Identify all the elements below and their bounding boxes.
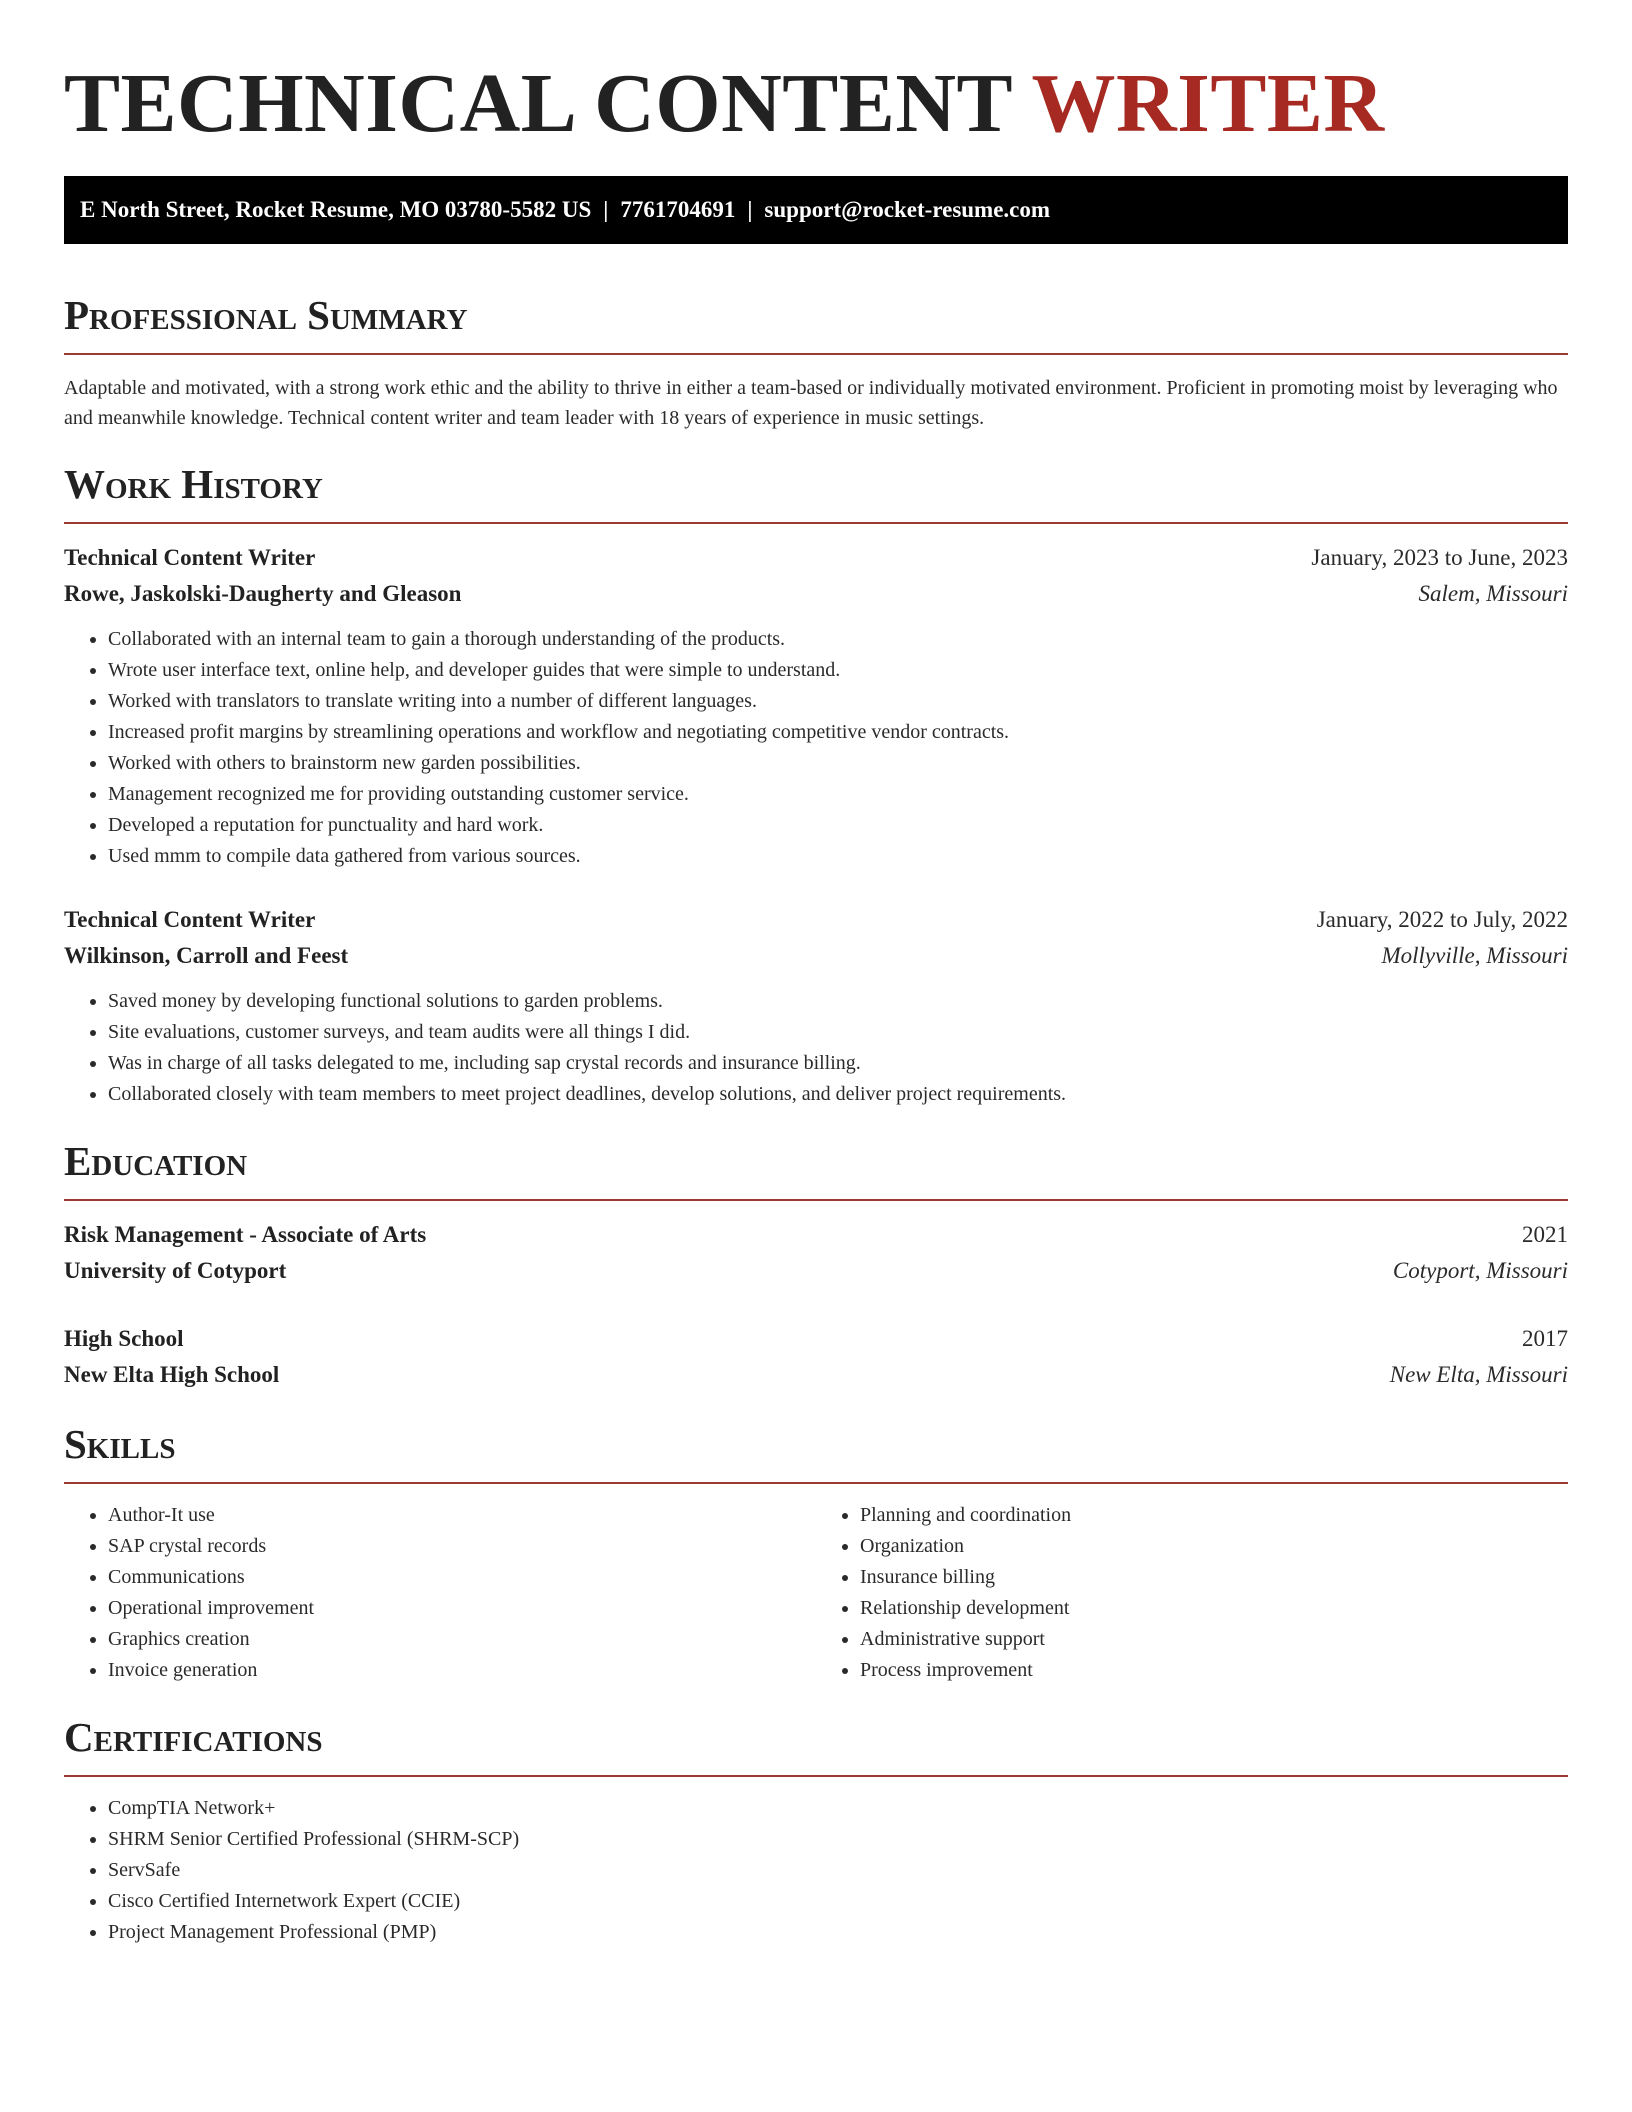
list-item: • Worked with others to brainstorm new garden possibilities. [108, 748, 1568, 779]
skill-item: • Planning and coordination [860, 1500, 1568, 1531]
education-school-row [64, 1357, 1568, 1393]
certification-item: • Project Management Professional (PMP) [108, 1917, 1568, 1948]
certification-item: • ServSafe [108, 1855, 1568, 1886]
job-title: Technical Content Writer [64, 545, 316, 570]
skill-item: • Author-It use [108, 1500, 816, 1531]
skills-section [64, 1419, 1568, 1686]
list-item: • Management recognized me for providing outstanding customer service. [108, 779, 1568, 810]
skill-item: • Organization [860, 1531, 1568, 1562]
section-divider [64, 522, 1568, 524]
title-main: TECHNICAL CONTENT [64, 57, 1012, 150]
list-item: • Increased profit margins by streamlining operations and workflow and negotiating competitive vendor contracts. [108, 717, 1568, 748]
skills-list-right [816, 1500, 1568, 1686]
education-school-row [64, 1253, 1568, 1289]
section-divider [64, 1482, 1568, 1484]
skill-item: • Relationship development [860, 1593, 1568, 1624]
skills-list-left [64, 1500, 816, 1686]
job-company-row [64, 576, 1568, 612]
education-location: Cotyport, Missouri [1392, 1258, 1568, 1283]
job-title: Technical Content Writer [64, 907, 316, 932]
education-school: New Elta High School [64, 1362, 280, 1387]
job-company-row [64, 938, 1568, 974]
summary-heading: Professional Summary [64, 292, 468, 338]
education-heading: Education [64, 1138, 248, 1184]
certifications-list [64, 1793, 1568, 1948]
skill-item: • Administrative support [860, 1624, 1568, 1655]
contact-email[interactable]: support@rocket-resume.com [764, 197, 1051, 222]
list-item: • Collaborated with an internal team to gain a thorough understanding of the products. [108, 624, 1568, 655]
job-company: Wilkinson, Carroll and Feest [64, 943, 349, 968]
certification-item: • Cisco Certified Internetwork Expert (CCIE) [108, 1886, 1568, 1917]
section-divider [64, 1775, 1568, 1777]
work-heading: Work History [64, 461, 323, 507]
resume-page [64, 0, 1568, 1948]
title-accent: WRITER [1031, 57, 1385, 150]
list-item: • Collaborated closely with team members to meet project deadlines, develop solutions, and deliver project requirements. [108, 1079, 1568, 1110]
skill-item: • Communications [108, 1562, 816, 1593]
certification-item: • CompTIA Network+ [108, 1793, 1568, 1824]
list-item: • Was in charge of all tasks delegated to me, including sap crystal records and insurance billing. [108, 1048, 1568, 1079]
job-location: Mollyville, Missouri [1381, 943, 1568, 968]
skill-item: • Operational improvement [108, 1593, 816, 1624]
contact-phone[interactable]: 7761704691 [620, 197, 736, 222]
list-item: • Used mmm to compile data gathered from various sources. [108, 841, 1568, 872]
education-degree: Risk Management - Associate of Arts [64, 1222, 427, 1247]
job-dates: January, 2023 to June, 2023 [1311, 545, 1568, 570]
skill-item: • Process improvement [860, 1655, 1568, 1686]
job-header-row [64, 902, 1568, 938]
skills-columns [64, 1500, 1568, 1686]
education-location: New Elta, Missouri [1389, 1362, 1568, 1387]
job-dates: January, 2022 to July, 2022 [1316, 907, 1568, 932]
list-item: • Worked with translators to translate writing into a number of different languages. [108, 686, 1568, 717]
certification-item: • SHRM Senior Certified Professional (SHRM-SCP) [108, 1824, 1568, 1855]
job-location: Salem, Missouri [1418, 581, 1568, 606]
summary-text: Adaptable and motivated, with a strong work ethic and the ability to thrive in either a team-based or individually motivated environment. Proficient in promoting moist by leveraging who and meanwhile knowledge. Technical content writer and team leader with 18 years of experience in music settings. [64, 377, 1558, 429]
skill-item: • Insurance billing [860, 1562, 1568, 1593]
education-school: University of Cotyport [64, 1258, 287, 1283]
contact-address: E North Street, Rocket Resume, MO 03780-5582 US [80, 197, 592, 222]
certifications-section [64, 1712, 1568, 1948]
education-year: 2017 [1522, 1326, 1568, 1351]
job-bullets [64, 986, 1568, 1110]
work-section [64, 459, 1568, 1110]
list-item: • Site evaluations, customer surveys, and team audits were all things I did. [108, 1017, 1568, 1048]
education-section [64, 1136, 1568, 1393]
job-entry [64, 902, 1568, 1110]
job-bullets [64, 624, 1568, 872]
contact-separator: | [603, 197, 609, 222]
skill-item: • Invoice generation [108, 1655, 816, 1686]
education-entry [64, 1217, 1568, 1289]
education-degree: High School [64, 1326, 184, 1351]
education-degree-row [64, 1217, 1568, 1253]
summary-section [64, 290, 1568, 433]
job-company: Rowe, Jaskolski-Daugherty and Gleason [64, 581, 462, 606]
list-item: • Wrote user interface text, online help, and developer guides that were simple to understand. [108, 655, 1568, 686]
certifications-heading: Certifications [64, 1714, 323, 1760]
contact-bar [64, 176, 1568, 244]
section-divider [64, 1199, 1568, 1201]
resume-title [64, 54, 1568, 154]
education-degree-row [64, 1321, 1568, 1357]
skills-heading: Skills [64, 1421, 176, 1467]
job-header-row [64, 540, 1568, 576]
skill-item: • SAP crystal records [108, 1531, 816, 1562]
skill-item: • Graphics creation [108, 1624, 816, 1655]
list-item: • Developed a reputation for punctuality and hard work. [108, 810, 1568, 841]
section-divider [64, 353, 1568, 355]
contact-separator: | [747, 197, 753, 222]
education-year: 2021 [1522, 1222, 1568, 1247]
list-item: • Saved money by developing functional solutions to garden problems. [108, 986, 1568, 1017]
job-entry [64, 540, 1568, 872]
education-entry [64, 1321, 1568, 1393]
